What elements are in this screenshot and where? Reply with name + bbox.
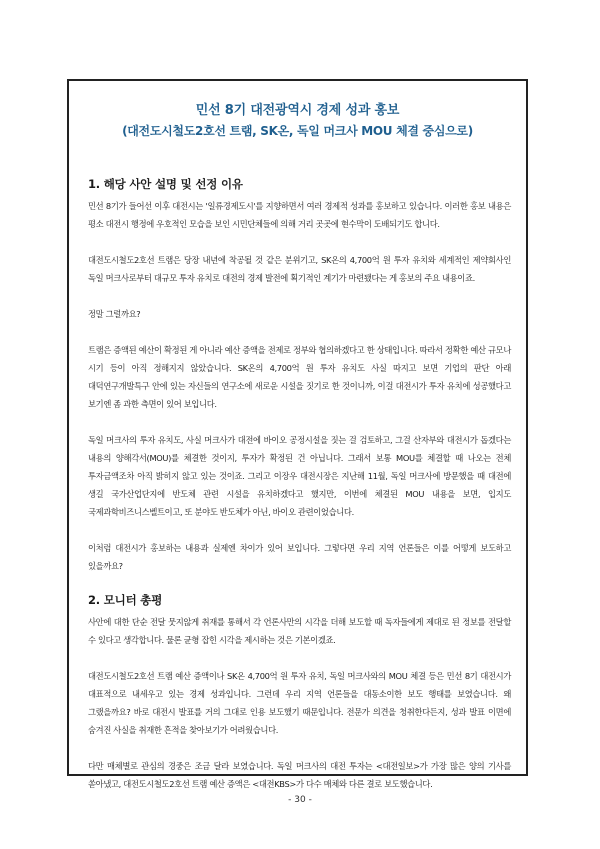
section1-heading: 1. 해당 사안 설명 및 선정 이유 [88, 177, 243, 191]
page-number: - 30 - [288, 795, 312, 805]
section1-paragraph-5: 독일 머크사의 투자 유치도, 사실 머크사가 대전에 바이오 공정시설을 짓는 걸 검토하고, 그걸 산자부와 대전시가 돕겠다는 내용의 양해각서(MOU)를 체결한 것이지, 투자가 확정된 건 아닙니다. 그래서 보통 MOU를 체결할 때 나오는 전체 투자금액조차 아직 밝히지 않고 있는 것이죠. 그리고 이장우 대전시장은 지난해 11월, 독일 머크사에 방문했을 때 대전에 생길 국가산업단지에 반도체 관련 시설을 유치하겠다고 했지만, 이번에 체결된 MOU 내용을 보면, 입지도 국제과학비즈니스벨트이고, 또 분야도 반도체가 아닌, 바이오 관련이었습니다. [88, 435, 511, 517]
section1-paragraph-4: 트램은 증액된 예산이 확정된 게 아니라 예산 증액을 전제로 정부와 협의하겠다고 한 상태입니다. 따라서 정확한 예산 규모나 시기 등이 아직 정해지지 않았습니다. SK온의 4,700억 원 투자 유치도 사실 따지고 보면 기업의 판단 아래 대덕연구개발특구 안에 있는 자신들의 연구소에 새로운 시설을 짓기로 한 것이니까, 이걸 대전시가 투자 유치에 성공했다고 보기엔 좀 과한 측면이 있어 보입니다. [88, 345, 511, 409]
report-body [88, 176, 511, 811]
section1-paragraph-1: 민선 8기가 들어선 이후 대전시는 '일류경제도시'를 지향하면서 여러 경제적 성과를 홍보하고 있습니다. 이러한 홍보 내용은 평소 대전시 행정에 우호적인 모습을 보인 시민단체들에 의해 거리 곳곳에 현수막이 도배되기도 합니다. [88, 201, 511, 229]
report-frame [67, 79, 528, 789]
section2-paragraph-2: 대전도시철도2호선 트램 예산 증액이나 SK온 4,700억 원 투자 유치, 독일 머크사와의 MOU 체결 등은 민선 8기 대전시가 대표적으로 내세우고 있는 경제 성과입니다. 그런데 우리 지역 언론들을 대동소이한 보도 행태를 보였습니다. 왜 그랬을까요? 바로 대전시 발표를 거의 그대로 인용 보도했기 때문입니다. 전문가 의견을 청취한다든지, 성과 발표 이면에 숨겨진 사실을 취재한 흔적을 찾아보기가 어려웠습니다. [88, 671, 511, 735]
section2-paragraph-1: 사안에 대한 단순 전달 뭇지않게 취재를 통해서 각 언론사만의 시각을 더해 보도할 때 독자들에게 제대로 된 정보를 전달할 수 있다고 생각합니다. 물론 균형 잡힌 시각을 제시하는 것은 기본이겠죠. [88, 617, 511, 645]
page-subtitle: (대전도시철도2호선 트램, SK온, 독일 머크사 MOU 체결 중심으로) [122, 124, 473, 138]
section1-paragraph-2: 대전도시철도2호선 트램은 당장 내년에 착공될 것 같은 분위기고, SK온의 4,700억 원 투자 유치와 세계적인 제약회사인 독일 머크사로부터 대규모 투자 유치로 대전의 경제 발전에 획기적인 계기가 마련됐다는 게 홍보의 주요 내용이죠. [88, 255, 511, 283]
section1-paragraph-6: 이처럼 대전시가 홍보하는 내용과 실제엔 차이가 있어 보입니다. 그렇다면 우리 지역 언론들은 이를 어떻게 보도하고 있을까요? [88, 543, 511, 571]
section2-paragraph-3: 다만 매체별로 관심의 경중은 조금 달라 보였습니다. 독일 머크사의 대전 투자는 <대전일보>가 가장 많은 양의 기사를 쏟아냈고, 대전도시철도2호선 트램 예산 증액은 <대전KBS>가 다수 매체와 다른 결로 보도했습니다. [88, 761, 511, 789]
section2-heading: 2. 모니터 총평 [88, 593, 163, 607]
page-title: 민선 8기 대전광역시 경제 성과 홍보 [195, 103, 400, 118]
section1-paragraph-3: 정말 그럴까요? [88, 309, 141, 319]
